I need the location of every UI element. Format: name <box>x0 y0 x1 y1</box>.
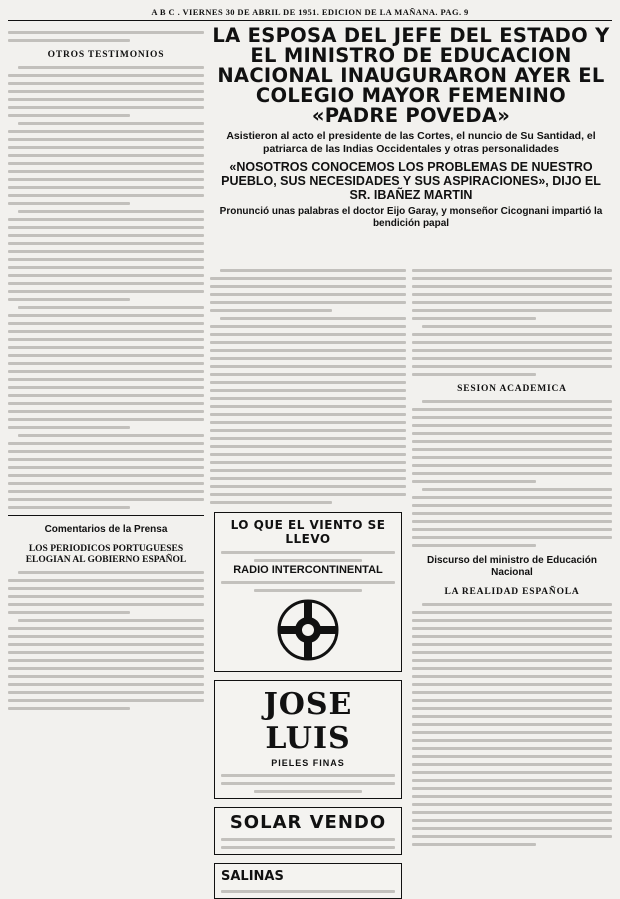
column-left <box>8 26 204 710</box>
divider <box>8 515 204 516</box>
ad-radio <box>214 512 402 672</box>
article-text <box>210 269 406 504</box>
lead-deck: Asistieron al acto el presidente de las Cortes, el nuncio de Su Santidad, el patriarca de las Indias Occidentales y otras personalidades <box>226 130 596 155</box>
newspaper-page <box>8 4 612 884</box>
ad-salinas <box>214 863 402 899</box>
lead-title: LA ESPOSA DEL JEFE DEL ESTADO Y EL MINISTRO DE EDUCACION NACIONAL INAUGURARON AYER EL COLEGIO MAYOR FEMENINO «PADRE POVEDA» <box>212 24 610 127</box>
ad-radio-brand: RADIO INTERCONTINENTAL <box>233 564 383 576</box>
ad-jose-luis <box>214 680 402 799</box>
radio-logo-icon <box>276 598 340 662</box>
subhead-realidad: LA REALIDAD ESPAÑOLA <box>444 587 580 597</box>
section-discurso: Discurso del ministro de Educación Nacional <box>426 555 598 578</box>
ad-solar <box>214 807 402 855</box>
column-middle <box>210 264 406 899</box>
article-text <box>8 31 204 42</box>
subhead-periodicos: LOS PERIODICOS PORTUGUESES ELOGIAN AL GOBIERNO ESPAÑOL <box>25 544 187 565</box>
ad-jose-luis-name: JOSE LUIS <box>263 687 353 756</box>
article-text <box>8 571 204 710</box>
lead-kicker: Pronunció unas palabras el doctor Eijo Garay, y monseñor Cicognani impartió la bendición papal <box>219 206 603 229</box>
article-text <box>412 603 612 846</box>
article-text <box>8 66 204 509</box>
ad-solar-title: SOLAR VENDO <box>229 812 387 833</box>
lead-quote: «NOSOTROS CONOCEMOS LOS PROBLEMAS DE NUESTRO PUEBLO, SUS NECESIDADES Y SUS ASPIRACIONES», DIJO EL SR. IBAÑEZ MARTIN <box>221 160 601 202</box>
running-head: A B C . VIERNES 30 DE ABRIL DE 1951. EDICION DE LA MAÑANA. PAG. 9 <box>8 4 612 21</box>
article-text <box>412 269 612 376</box>
article-text <box>412 400 612 547</box>
section-comentarios: Comentarios de la Prensa <box>44 524 168 535</box>
ad-salinas-title: SALINAS <box>221 869 284 884</box>
subhead-sesion-academica: SESION ACADEMICA <box>457 384 567 394</box>
column-right <box>412 264 612 846</box>
lead-headline-block <box>210 26 612 230</box>
ad-pieles: PIELES FINAS <box>271 758 345 768</box>
ad-radio-head: LO QUE EL VIENTO SE LLEVO <box>230 518 386 546</box>
subhead-otros-testimonios: OTROS TESTIMONIOS <box>47 50 165 60</box>
